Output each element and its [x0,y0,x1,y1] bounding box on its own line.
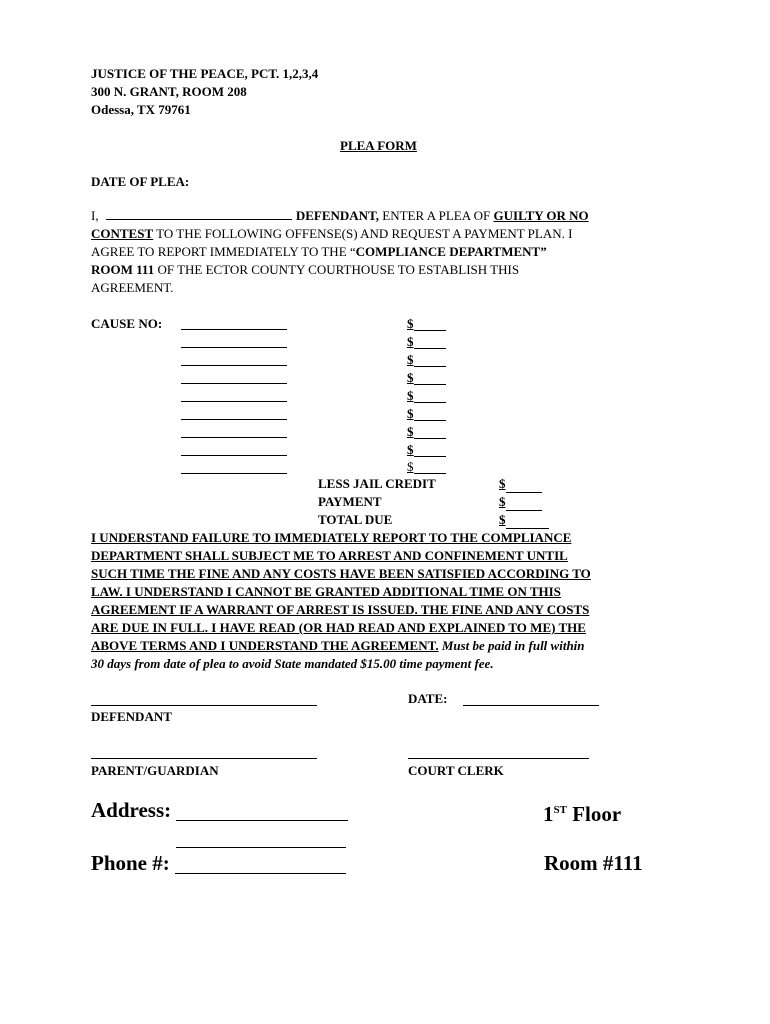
amount-field-1[interactable]: $ [407,317,446,331]
parent-guardian-label: PARENT/GUARDIAN [91,763,219,778]
plea-line-3 [91,243,691,261]
compliance-text: COMPLIANCE DEPARTMENT” [355,244,547,259]
form-title: PLEA FORM [340,138,417,153]
phone-field[interactable] [175,873,346,874]
plea-line-3-start: AGREE TO REPORT IMMEDIATELY TO THE “ [91,244,356,259]
address-field-line-1[interactable] [176,820,348,821]
plea-line-2-rest: TO THE FOLLOWING OFFENSE(S) AND REQUEST A PAYMENT PLAN. I [153,226,573,241]
phone-label: Phone #: [91,851,170,875]
plea-line-2 [91,225,691,243]
terms-line-5: AGREEMENT IF A WARRANT OF ARREST IS ISSUED. THE FINE AND ANY COSTS [91,602,590,617]
cause-no-field-9[interactable] [181,473,287,474]
cause-no-field-7[interactable] [181,437,287,438]
cause-no-field-3[interactable] [181,365,287,366]
payment-deadline-note: Must be paid in full within [438,638,585,653]
floor-label: 1ST Floor [543,802,622,826]
cause-no-label: CAUSE NO: [91,316,163,331]
court-clerk-signature-line[interactable] [408,758,589,759]
cause-no-field-8[interactable] [181,455,287,456]
amount-field-7[interactable]: $ [407,425,446,439]
terms-line-6: ARE DUE IN FULL. I HAVE READ (OR HAD READ AND EXPLAINED TO ME) THE [91,620,586,635]
date-of-plea-label: DATE OF PLEA: [91,174,190,189]
terms-line-2: DEPARTMENT SHALL SUBJECT ME TO ARREST AND CONFINEMENT UNTIL [91,548,568,563]
plea-line-5: AGREEMENT. [91,280,174,295]
amount-field-8[interactable]: $ [407,443,446,457]
contest-text: CONTEST [91,226,154,241]
less-jail-credit-field[interactable]: $ [499,475,542,493]
terms-line-4: LAW. I UNDERSTAND I CANNOT BE GRANTED ADDITIONAL TIME ON THIS [91,584,561,599]
cause-no-field-4[interactable] [181,383,287,384]
payment-label: PAYMENT [318,494,382,509]
cause-no-field-2[interactable] [181,347,287,348]
agreement-terms [91,529,691,673]
less-jail-credit-label: LESS JAIL CREDIT [318,476,436,491]
date-field[interactable] [463,705,599,706]
amount-field-9[interactable]: $ [407,460,446,474]
total-due-field[interactable]: $ [499,511,549,529]
plea-line-4-rest: OF THE ECTOR COUNTY COURTHOUSE TO ESTABLISH THIS [154,262,520,277]
amount-field-2[interactable]: $ [407,335,446,349]
terms-line-3: SUCH TIME THE FINE AND ANY COSTS HAVE BEEN SATISFIED ACCORDING TO [91,566,591,581]
cause-no-field-6[interactable] [181,419,287,420]
defendant-word: DEFENDANT, [295,208,380,223]
cause-no-field-1[interactable] [181,329,287,330]
address-label: Address: [91,798,172,822]
defendant-name-blank[interactable] [106,207,292,220]
defendant-signature-label: DEFENDANT [91,709,172,724]
cause-no-field-5[interactable] [181,401,287,402]
amount-field-6[interactable]: $ [407,407,446,421]
total-due-label: TOTAL DUE [318,512,393,527]
defendant-signature-line[interactable] [91,705,317,706]
amount-field-4[interactable]: $ [407,371,446,385]
date-label: DATE: [408,691,448,706]
plea-paragraph [91,207,691,297]
room-text: ROOM 111 [91,262,155,277]
amount-field-3[interactable]: $ [407,353,446,367]
court-clerk-label: COURT CLERK [408,763,504,778]
terms-line-1: I UNDERSTAND FAILURE TO IMMEDIATELY REPORT TO THE COMPLIANCE [91,530,572,545]
plea-line-1 [91,207,691,225]
plea-i: I, [91,208,99,223]
enter-plea-text: ENTER A PLEA OF [379,208,494,223]
plea-line-4 [91,261,691,279]
court-address: 300 N. GRANT, ROOM 208 [91,84,247,99]
court-city: Odessa, TX 79761 [91,102,191,117]
room-label: Room #111 [544,851,643,875]
amount-field-5[interactable]: $ [407,389,446,403]
court-name: JUSTICE OF THE PEACE, PCT. 1,2,3,4 [91,66,319,81]
payment-field[interactable]: $ [499,493,542,511]
guilty-text: GUILTY OR NO [493,208,589,223]
parent-guardian-signature-line[interactable] [91,758,317,759]
payment-fee-note: 30 days from date of plea to avoid State mandated $15.00 time payment fee. [91,656,494,671]
address-field-line-2[interactable] [176,847,346,848]
terms-line-7: ABOVE TERMS AND I UNDERSTAND THE AGREEMENT. Must be paid in full within [91,638,585,653]
